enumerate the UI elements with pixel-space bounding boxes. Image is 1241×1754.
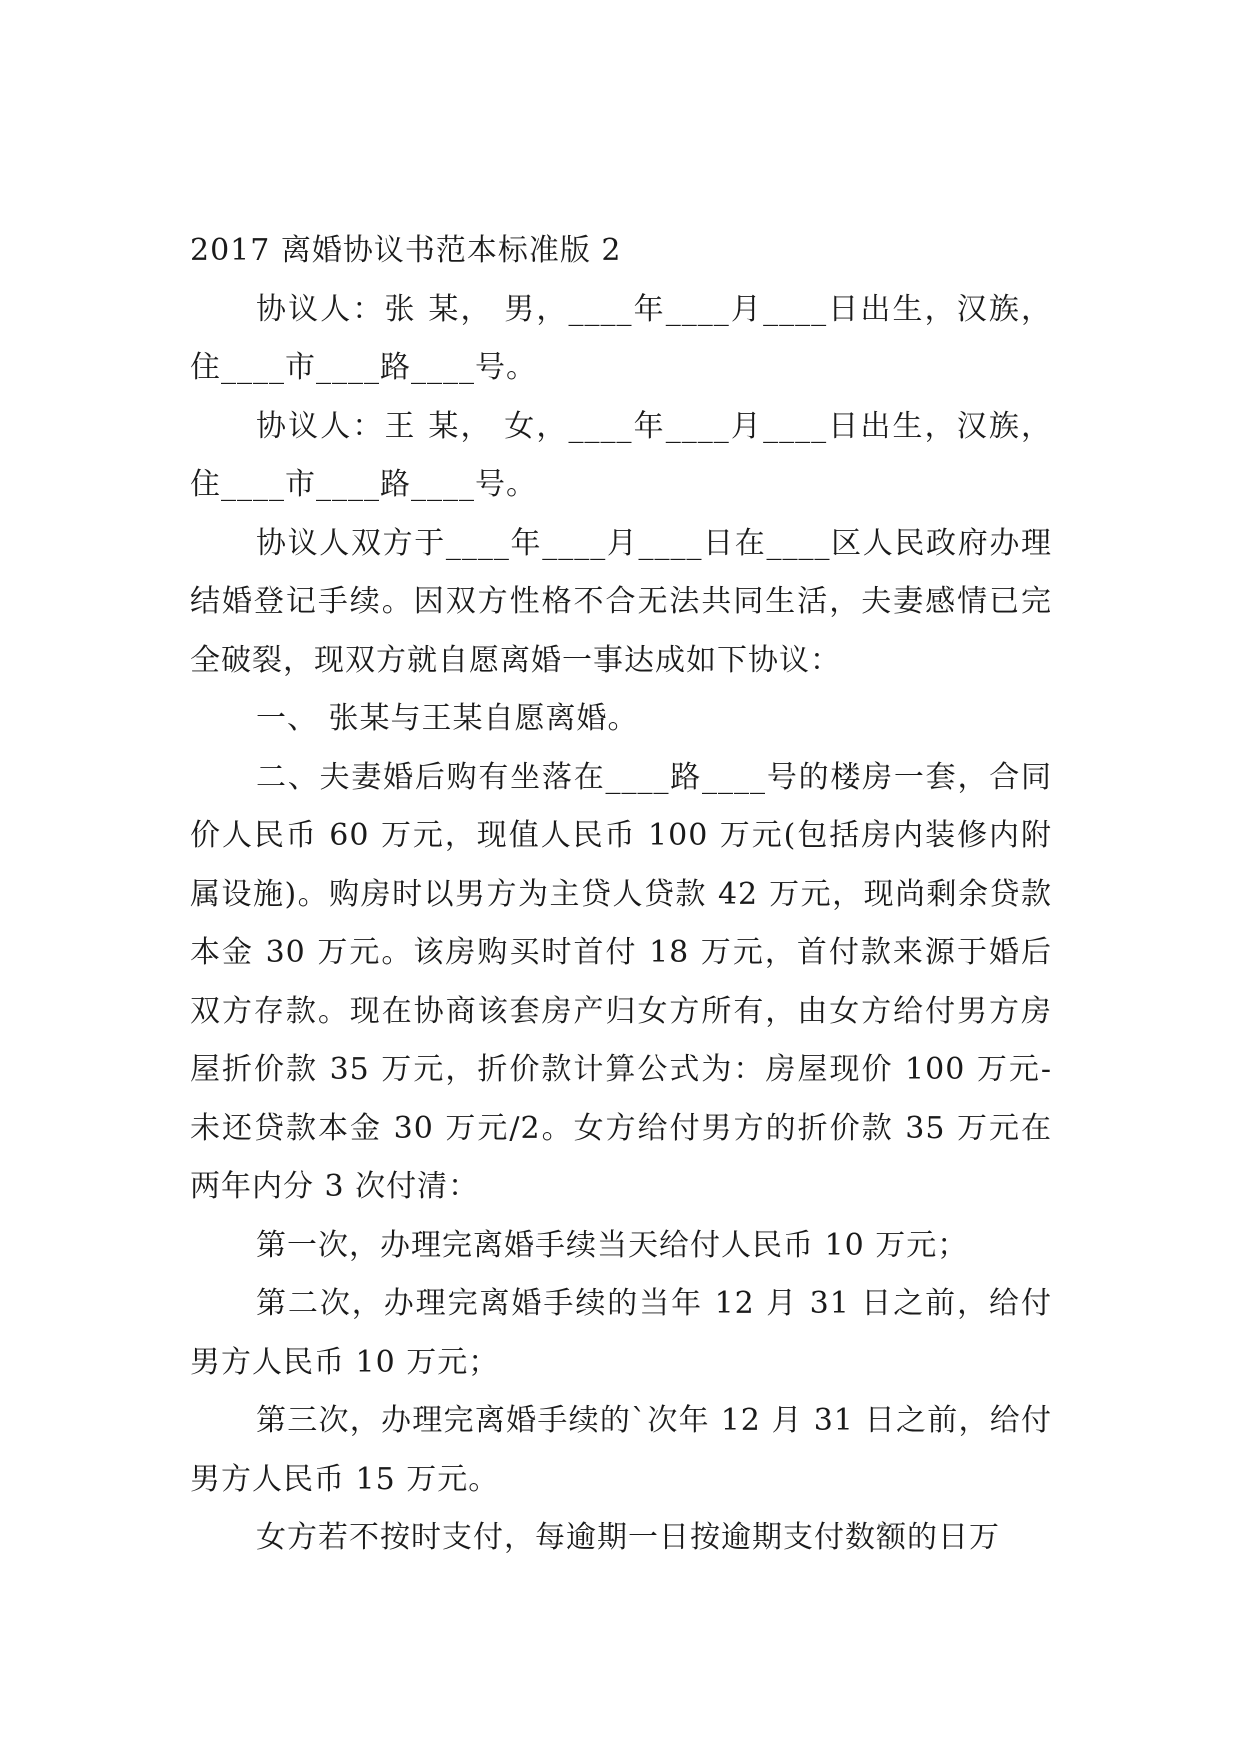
document-title: 2017 离婚协议书范本标准版 2 bbox=[190, 233, 622, 268]
paragraph-payment-2: 第二次，办理完离婚手续的当年 12 月 31 日之前，给付男方人民币 10 万元； bbox=[190, 1286, 1052, 1380]
paragraph-marriage-registration: 协议人双方于____年____月____日在____区人民政府办理结婚登记手续。因双方性格不合无法共同生活，夫妻感情已完全破裂，现双方就自愿离婚一事达成如下协议： bbox=[190, 525, 1052, 678]
document-body bbox=[190, 222, 1052, 1568]
paragraph-late-payment: 女方若不按时支付，每逾期一日按逾期支付数额的日万 bbox=[256, 1520, 1000, 1555]
paragraph-clause-1: 一、 张某与王某自愿离婚。 bbox=[256, 701, 639, 736]
paragraph-payment-3: 第三次，办理完离婚手续的`次年 12 月 31 日之前，给付男方人民币 15 万元。 bbox=[190, 1403, 1052, 1497]
paragraph-party-1: 协议人：张 某， 男，____年____月____日出生，汉族，住____市____路____号。 bbox=[190, 291, 1052, 385]
paragraph-party-2: 协议人：王 某， 女，____年____月____日出生，汉族，住____市____路____号。 bbox=[190, 408, 1052, 502]
paragraph-payment-1: 第一次，办理完离婚手续当天给付人民币 10 万元； bbox=[256, 1227, 969, 1263]
paragraph-clause-2: 二、夫妻婚后购有坐落在____路____号的楼房一套，合同价人民币 60 万元，现值人民币 100 万元(包括房内装修内附属设施)。购房时以男方为主贷人贷款 42 万元，现尚剩余贷款本金 30 万元。该房购买时首付 18 万元，首付款来源于婚后双方存款。现在协商该套房产归女方所有，由女方给付男方房屋折价款 35 万元，折价款计算公式为：房屋现价 100 万元-未还贷款本金 30 万元/2。女方给付男方的折价款 35 万元在两年内分 3 次付清： bbox=[190, 759, 1052, 1204]
